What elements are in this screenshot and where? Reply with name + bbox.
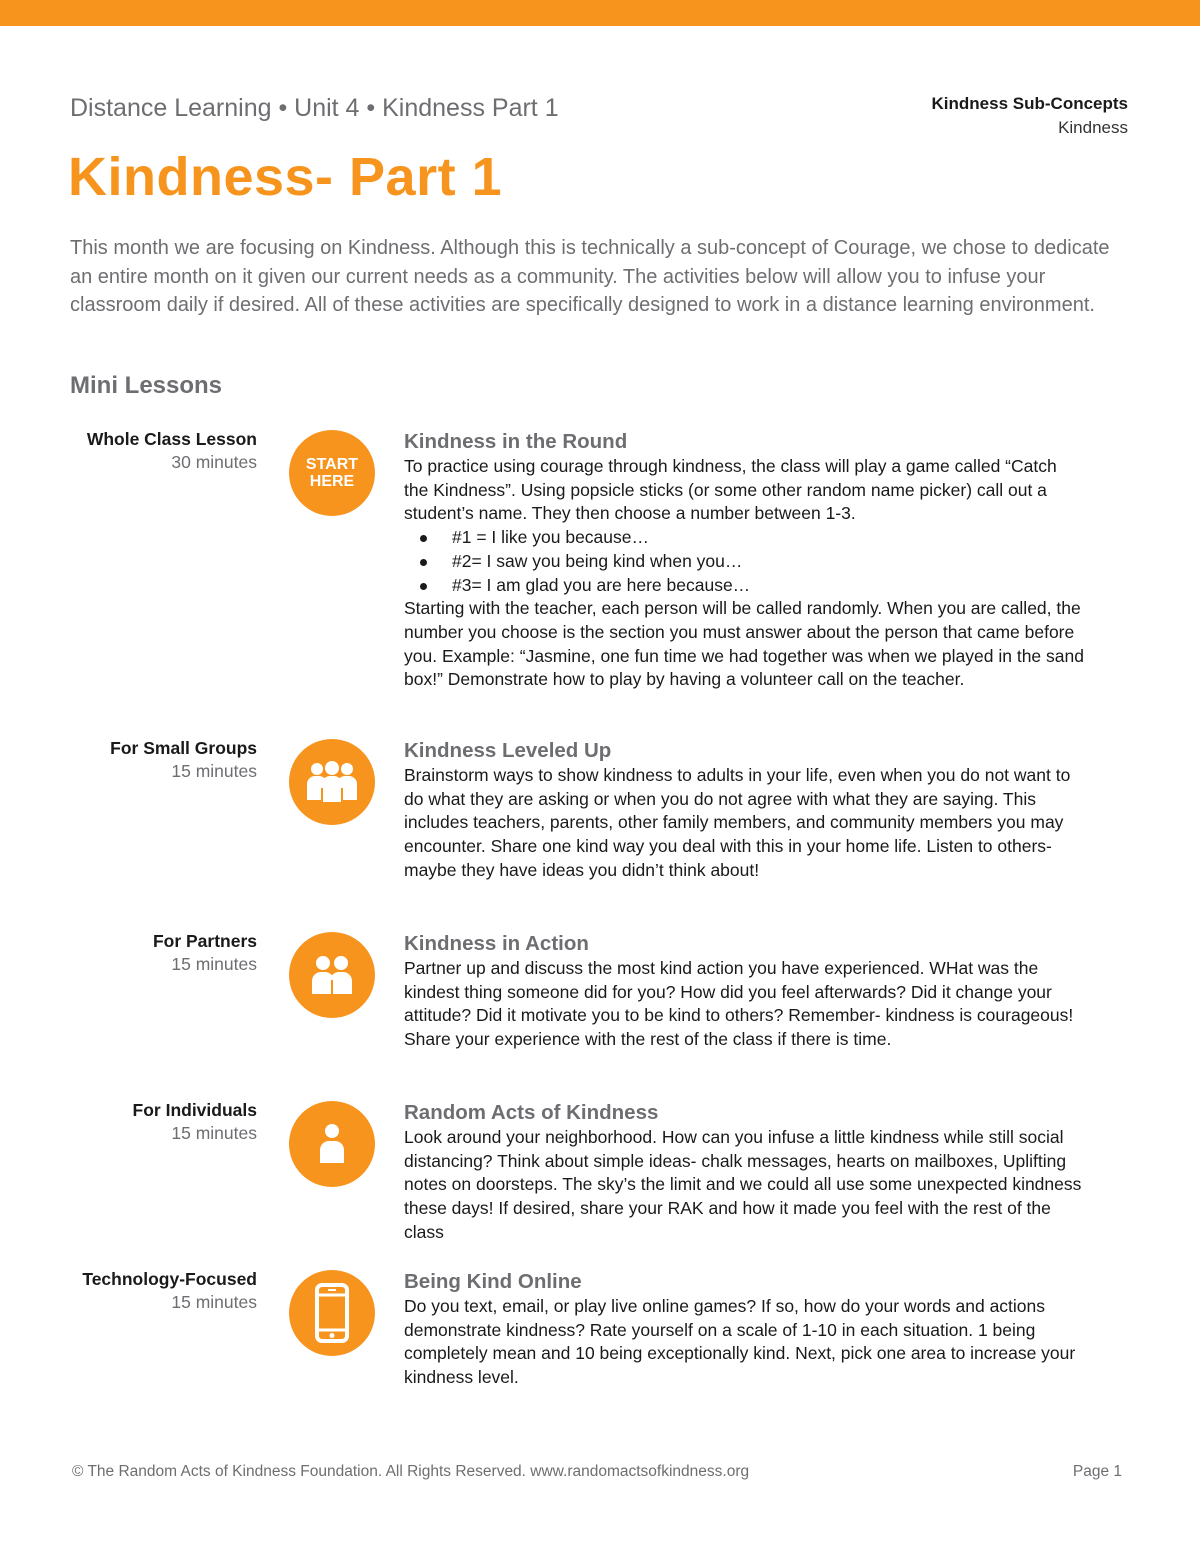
lesson-category: Whole Class Lesson [86,429,257,449]
lesson-text: Look around your neighborhood. How can you infuse a little kindness while still social distancing? Think about simple ideas- chalk messages, hearts on mailboxes, Uplifting notes on doorsteps. The sky’s the limit and we could all use some unexpected kindness these days! If desired, share your RAK and how it made you feel with the rest of the class [404,1127,1082,1242]
lesson-content [404,1268,1084,1390]
start-here-icon [289,430,375,516]
list-item: #3= I am glad you are here because… [404,574,1084,598]
lesson-category: For Small Groups [110,738,257,758]
partners-icon [289,932,375,1018]
lesson-text: Do you text, email, or play live online games? If so, how do your words and actions demonstrate kindness? Rate yourself on a scale of 1-10 in each situation. 1 being completely mean and 10 being exceptionally kind. Next, pick one area to increase your kindness level. [404,1296,1076,1388]
intro-paragraph: This month we are focusing on Kindness. Although this is technically a sub-concept of Courage, we chose to dedicate an entire month on it given our current needs as a community. The activities below will allow you to infuse your classroom daily if desired. All of these activities are specifically designed to work in a distance learning environment. [70,237,1110,316]
lesson-text: To practice using courage through kindness, the class will play a game called “Catch the Kindness”. Using popsicle sticks (or some other random name picker) call out a student’s name. They then choose a number between 1-3. [404,456,1057,524]
top-accent-bar [0,0,1200,26]
lesson-category: Technology-Focused [82,1269,257,1289]
lesson-heading: Kindness in the Round [404,430,628,453]
subconcept-title: Kindness Sub-Concepts [931,94,1128,113]
lesson-content [404,737,1084,883]
lesson-content [404,428,1084,692]
lesson-meta [27,1099,257,1145]
list-item: #2= I saw you being kind when you… [404,550,1084,574]
lesson-meta [27,428,257,474]
section-title: Mini Lessons [70,372,223,399]
footer-copyright: © The Random Acts of Kindness Foundation. All Rights Reserved. www.randomactsofkindness.org [72,1463,750,1480]
lesson-content [404,1099,1084,1245]
individual-icon [289,1101,375,1187]
badge-text-line: START [305,456,359,473]
lesson-text: Partner up and discuss the most kind action you have experienced. WHat was the kindest thing someone did for you? How did you feel afterwards? Did it change your attitude? Did it motivate you to be kind to others? Remember- kindness is courageous! Share your experience with the rest of the class if there is time. [404,958,1074,1050]
lesson-meta [27,930,257,976]
lesson-duration: 15 minutes [171,1123,257,1143]
lesson-category: For Individuals [132,1100,257,1120]
lesson-heading: Random Acts of Kindness [404,1101,659,1124]
list-item: #1 = I like you because… [404,526,1084,550]
lesson-meta [27,1268,257,1314]
lesson-meta [27,737,257,783]
lesson-category: For Partners [152,931,257,951]
page-title: Kindness- Part 1 [68,147,503,207]
lesson-heading: Kindness in Action [404,932,589,955]
lesson-duration: 15 minutes [171,954,257,974]
lesson-heading: Being Kind Online [404,1270,582,1293]
lesson-text-after: Starting with the teacher, each person will be called randomly. When you are called, the number you choose is the section you must answer about the person that came before you. Example: “Jasmine, one fun time we had together was when we played in the sand box!” Demonstrate how to play by having a volunteer call on the teacher. [404,598,1084,690]
lesson-duration: 30 minutes [171,452,257,472]
lesson-bullets [404,526,1084,597]
group-icon [289,739,375,825]
subconcept-value: Kindness [1058,118,1128,137]
breadcrumb: Distance Learning • Unit 4 • Kindness Part 1 [70,94,559,122]
page-number: Page 1 [1072,1463,1122,1480]
badge-text-line: HERE [309,473,355,490]
subconcept-label [932,92,1128,140]
lesson-duration: 15 minutes [171,761,257,781]
smartphone-icon [289,1270,375,1356]
lesson-heading: Kindness Leveled Up [404,739,612,762]
lesson-duration: 15 minutes [171,1292,257,1312]
lesson-text: Brainstorm ways to show kindness to adults in your life, even when you do not want to do what they are asking or when you do not agree with what they are saying. This includes teachers, parents, other family members, and community members you may encounter. Share one kind way you deal with this in your home life. Listen to others- maybe they have ideas you didn’t think about! [404,765,1071,880]
lesson-content [404,930,1084,1052]
